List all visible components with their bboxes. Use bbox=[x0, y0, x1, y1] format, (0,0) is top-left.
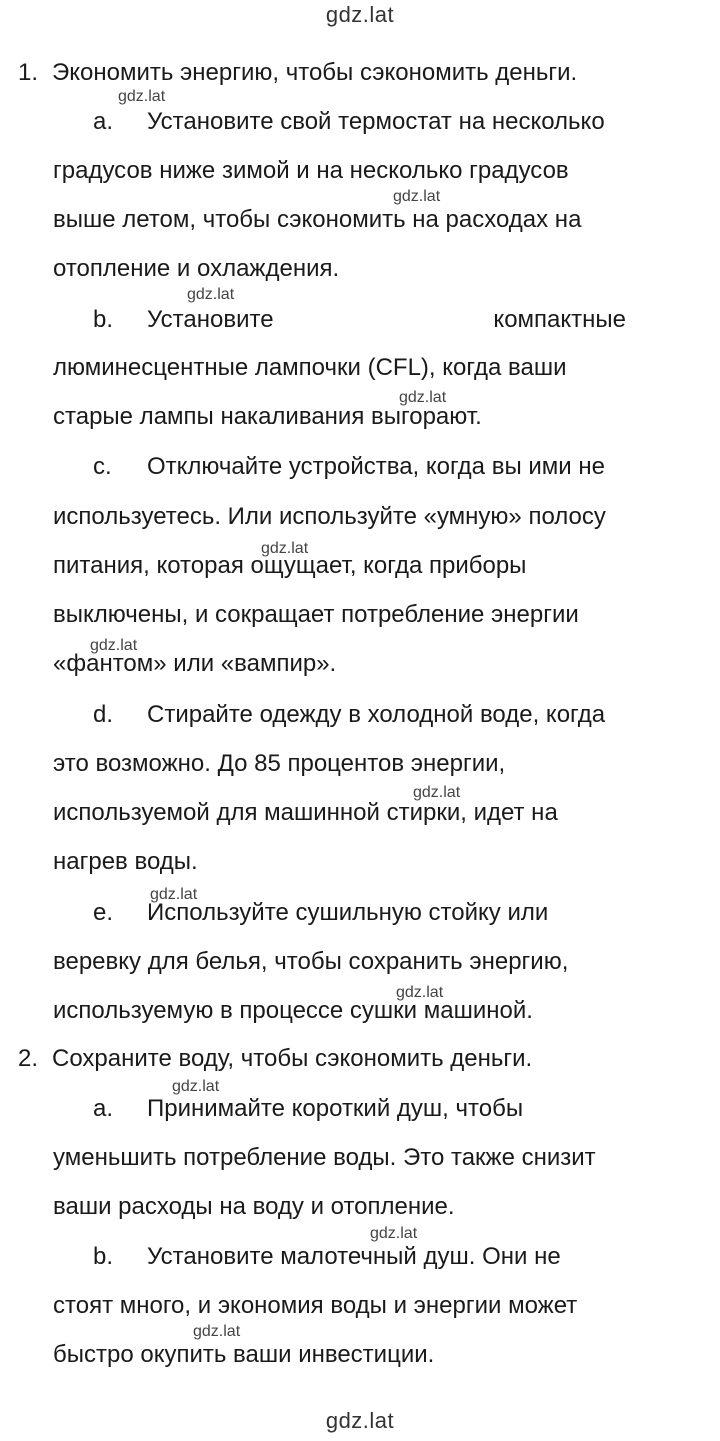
word: Установите bbox=[147, 306, 274, 333]
subitem-1a-line-1 bbox=[93, 107, 626, 137]
subitem-2b-letter: b. bbox=[93, 1243, 114, 1270]
subitem-1b-letter: b. bbox=[93, 306, 114, 333]
watermark: gdz.lat bbox=[399, 389, 447, 406]
text-line: Установите свой термостат на несколько bbox=[147, 108, 605, 135]
text-line: Отключайте устройства, когда вы ими не bbox=[147, 453, 605, 480]
watermark: gdz.lat bbox=[118, 88, 166, 105]
text-line: уменьшить потребление воды. Это также снизит bbox=[53, 1144, 596, 1171]
text-line: Принимайте короткий душ, чтобы bbox=[147, 1095, 524, 1122]
watermark: gdz.lat bbox=[90, 637, 138, 654]
list-item-2-heading bbox=[18, 1044, 532, 1074]
text-line: используемой для машинной стирки, идет на bbox=[53, 799, 558, 826]
text-line: Используйте сушильную стойку или bbox=[147, 899, 549, 926]
list-item-1-heading bbox=[18, 58, 577, 88]
subitem-2a-letter: a. bbox=[93, 1095, 114, 1122]
subitem-1c-letter: c. bbox=[93, 453, 112, 480]
subitem-1d-letter: d. bbox=[93, 701, 114, 728]
text-line: ваши расходы на воду и отопление. bbox=[53, 1193, 455, 1220]
watermark: gdz.lat bbox=[187, 286, 235, 303]
text-line: отопление и охлаждения. bbox=[53, 255, 340, 282]
text-line: веревку для белья, чтобы сохранить энергию, bbox=[53, 948, 569, 975]
word: компактные bbox=[493, 306, 626, 333]
watermark: gdz.lat bbox=[393, 188, 441, 205]
text-line: люминесцентные лампочки (CFL), когда ваши bbox=[53, 354, 567, 381]
text-line: нагрев воды. bbox=[53, 848, 198, 875]
watermark-top: gdz.lat bbox=[325, 2, 395, 27]
watermark: gdz.lat bbox=[193, 1323, 241, 1340]
text-line: быстро окупить ваши инвестиции. bbox=[53, 1341, 435, 1368]
watermark: gdz.lat bbox=[150, 886, 198, 903]
heading-text: Экономить энергию, чтобы сэкономить деньги. bbox=[52, 59, 578, 86]
text-line: питания, которая ощущает, когда приборы bbox=[53, 552, 527, 579]
text-line: используемую в процессе сушки машиной. bbox=[53, 997, 533, 1024]
subitem-1e-letter: e. bbox=[93, 899, 114, 926]
text-line: используетесь. Или используйте «умную» полосу bbox=[53, 503, 606, 530]
text-line-justified bbox=[147, 305, 626, 335]
text-line: «фантом» или «вампир». bbox=[53, 650, 337, 677]
text-line: выше летом, чтобы сэкономить на расходах на bbox=[53, 206, 582, 233]
list-number: 2. bbox=[18, 1045, 39, 1072]
text-line: Установите малотечный душ. Они не bbox=[147, 1243, 561, 1270]
watermark-bottom: gdz.lat bbox=[325, 1408, 395, 1433]
text-line: Стирайте одежду в холодной воде, когда bbox=[147, 701, 606, 728]
text-line: выключены, и сокращает потребление энергии bbox=[53, 601, 579, 628]
heading-text: Сохраните воду, чтобы сэкономить деньги. bbox=[52, 1045, 533, 1072]
text-line: это возможно. До 85 процентов энергии, bbox=[53, 750, 506, 777]
text-line: старые лампы накаливания выгорают. bbox=[53, 403, 482, 430]
watermark: gdz.lat bbox=[413, 784, 461, 801]
watermark: gdz.lat bbox=[370, 1225, 418, 1242]
text-line: стоят много, и экономия воды и энергии может bbox=[53, 1292, 578, 1319]
list-number: 1. bbox=[18, 59, 39, 86]
subitem-letter: a. bbox=[93, 108, 114, 135]
watermark: gdz.lat bbox=[261, 540, 309, 557]
text-line: градусов ниже зимой и на несколько градусов bbox=[53, 157, 569, 184]
watermark: gdz.lat bbox=[172, 1078, 220, 1095]
watermark: gdz.lat bbox=[396, 984, 444, 1001]
